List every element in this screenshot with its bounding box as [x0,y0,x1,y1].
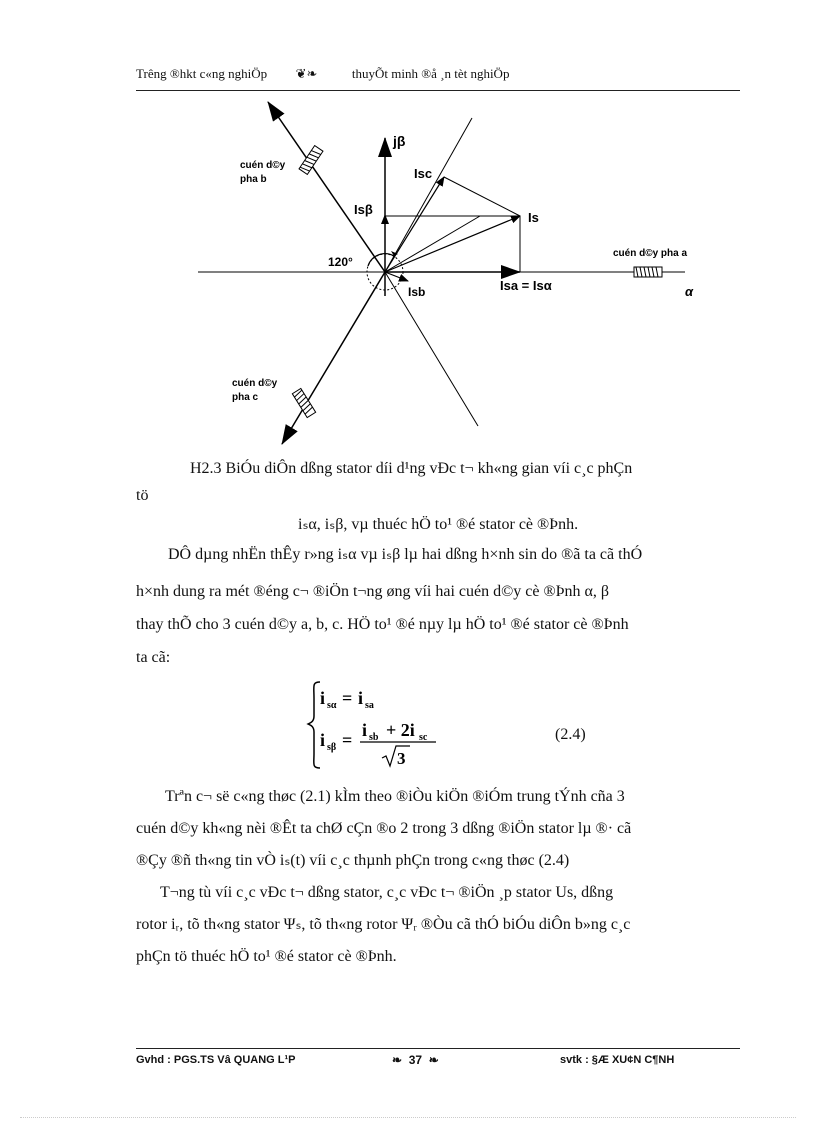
phase-line-down-right [385,272,478,426]
label-coil-b-1: cuén d©y [240,160,286,171]
label-angle: 120° [328,255,353,269]
equation-number: (2.4) [555,726,586,743]
footer-page [392,1053,439,1067]
svg-text:3: 3 [397,749,406,768]
footer-rule [136,1048,740,1049]
caption-line-3: iₛα, iₛβ, vµ thuéc hÖ to¹ ®é stator cè ®Þnh. [298,516,579,533]
phase-b-axis [268,102,385,272]
label-isb: Isb [408,285,426,299]
svg-text:=: = [342,688,353,708]
footer-page-deco-right: ❧ [428,1053,439,1067]
label-is: Is [528,210,539,225]
header-ornament: ❦❧ [295,66,318,81]
svg-text:sβ: sβ [327,742,337,753]
isb-vector [385,272,408,281]
vector-diagram [180,96,720,456]
label-coil-c-2: pha c [232,392,259,403]
svg-text:sα: sα [327,700,337,711]
svg-text:+ 2i: + 2i [386,720,415,740]
svg-text:sc: sc [419,732,428,743]
isc-vector [385,177,444,272]
footer-supervisor: Gvhd : PGS.TS Vâ QUANG L¹P [136,1054,296,1066]
header-left: Trêng ®hkt c«ng nghiÖp [136,66,268,81]
caption-line-2: tö [136,487,149,504]
label-coil-c-1: cuén d©y [232,378,278,389]
page-number: 37 [408,1053,423,1067]
svg-text:sb: sb [369,732,379,743]
p2-line-2: cuén d©y kh«ng nèi ®Êt ta chØ cÇn ®o 2 trong 3 dßng ®iÖn stator lµ ®· cã [136,820,632,837]
coil-a-symbol [634,267,662,277]
label-coil-b-2: pha b [240,174,267,185]
p2-line-3: ®Çy ®ñ th«ng tin vÒ iₛ(t) víi c¸c thµnh phÇn trong c«ng thøc (2.4) [136,852,570,869]
construction-line [385,216,480,272]
svg-text:=: = [342,730,353,750]
p1-line-2: h×nh dung ra mét ®éng c¬ ®iÖn t¬ng øng víi hai cuén d©y cè ®Þnh α, β [136,583,610,600]
footer-student: svtk : §Æ XU¢N C¶NH [560,1054,675,1066]
p3-line-1: T¬ng tù víi c¸c vÐc t¬ dßng stator, c¸c vÐc t¬ ®iÖn ¸p stator Us, dßng [160,884,614,901]
label-isc: Isc [414,166,433,181]
svg-text:i: i [320,688,326,708]
svg-text:i: i [320,730,326,750]
p1-line-4: ta cã: [136,649,171,666]
label-alpha: α [685,284,694,299]
p2-line-1: Trªn c¬ së c«ng thøc (2.1) kÌm theo ®iÒu kiÖn ®iÓm trung tÝnh cña 3 [165,788,625,805]
footer-page-deco-left: ❧ [392,1053,403,1067]
svg-text:i: i [358,688,364,708]
header-right: thuyÕt minh ®å ¸n tèt nghiÖp [351,66,510,81]
label-jbeta: jβ [393,133,406,149]
svg-text:sa: sa [365,700,374,711]
label-isa: Isa = Isα [500,278,552,293]
phase-c-axis [282,272,385,444]
p3-line-3: phÇn tö thuéc hÖ to¹ ®é stator cè ®Þnh. [136,948,397,965]
svg-text:i: i [362,720,368,740]
isc-to-is-line [444,177,520,216]
is-vector [385,216,520,272]
header-rule [136,90,740,91]
label-coil-a: cuén d©y pha a [613,248,688,259]
p1-line-3: thay thÕ cho 3 cuén d©y a, b, c. HÖ to¹ ®é nµy lµ hÖ to¹ ®é stator cè ®Þnh [136,616,629,633]
p3-line-2: rotor iᵣ, tõ th«ng stator Ψₛ, tõ th«ng rotor Ψᵣ ®Òu cã thÓ biÓu diÔn b»ng c¸c [136,916,631,933]
label-isbeta: Isβ [354,202,373,217]
p1-line-1: DÔ dµng nhËn thÊy r»ng iₛα vµ iₛβ lµ hai dßng h×nh sin do ®ã ta cã thÓ [168,546,643,563]
page-header [136,66,509,82]
caption-line-1: H2.3 BiÓu diÔn dßng stator díi d¹ng vÐc t¬ kh«ng gian víi c¸c phÇn [190,460,633,477]
page-bottom-edge [20,1117,796,1118]
equation-2-4 [306,676,476,772]
coil-b-symbol [299,146,323,175]
